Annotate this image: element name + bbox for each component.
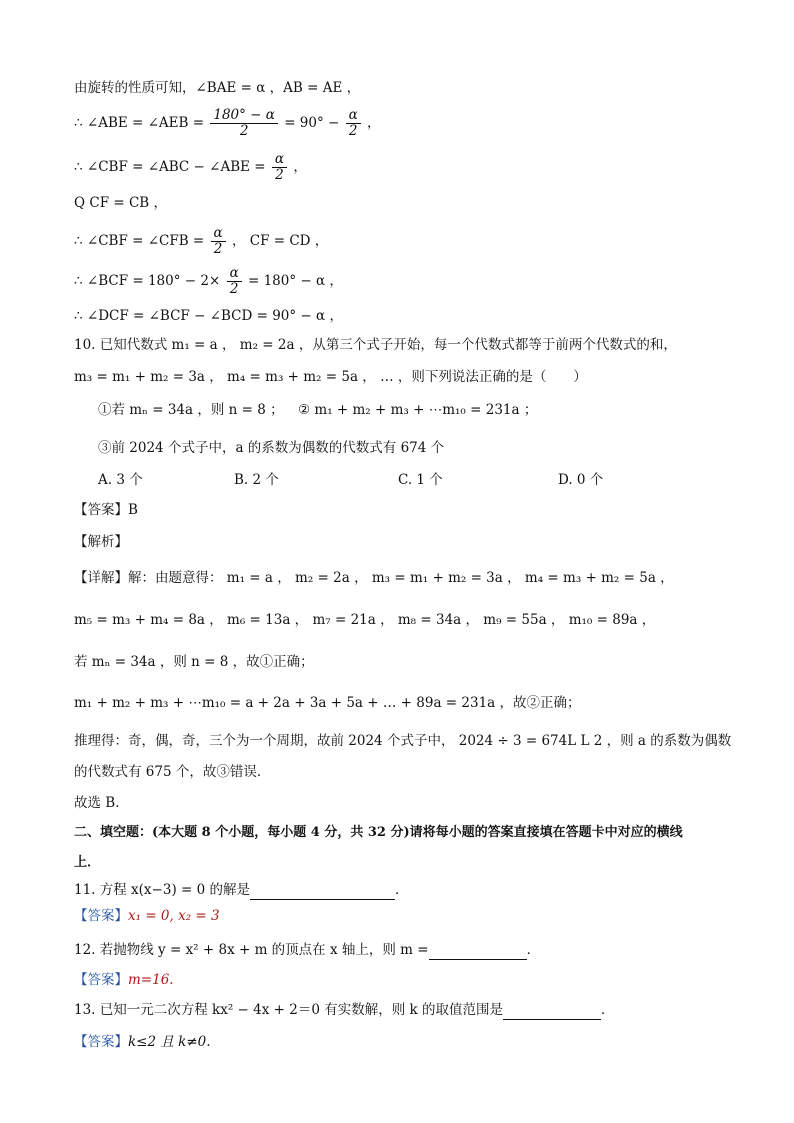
detail-line-4: m₁ + m₂ + m₃ + ⋯m₁₀ = a + 2a + 3a + 5a + … + 89a = 231a ，故②正确；	[74, 695, 581, 711]
detail-line-1: 【详解】解：由题意得： m₁ = a ， m₂ = 2a ， m₃ = m₁ + m₂ = 3a ， m₄ = m₃ + m₂ = 5a ，	[74, 570, 674, 586]
analysis-label: 【解析】	[74, 534, 128, 550]
detail-line-5: 推理得：奇，偶，奇，三个为一个周期，故前 2024 个式子中， 2024 ÷ 3 = 674L L 2 ，则 a 的系数为偶数	[74, 733, 732, 749]
question-11: 11. 方程 x(x−3) = 0 的解是 ．	[74, 882, 409, 898]
answer-11: 【答案】x₁ = 0, x₂ = 3	[74, 908, 220, 924]
question-10-stem-2: m₃ = m₁ + m₂ = 3a ， m₄ = m₃ + m₂ = 5a ， … ，则下列说法正确的是（ ）	[74, 369, 587, 385]
answer-blank	[250, 899, 395, 900]
statement-3: ③前 2024 个式子中，a 的系数为偶数的代数式有 674 个	[98, 440, 445, 456]
question-10-stem: 10. 已知代数式 m₁ = a ， m₂ = 2a ，从第三个式子开始，每一个代数式都等于前两个代数式的和，	[74, 337, 677, 353]
because-symbol: Q	[74, 195, 86, 211]
detail-line-6: 的代数式有 675 个，故③错误．	[74, 764, 271, 780]
section-2-heading-cont: 上．	[74, 855, 101, 870]
conclusion-line: 故选 B．	[74, 795, 129, 811]
statement-2: ② m₁ + m₂ + m₃ + ⋯m₁₀ = 231a ；	[298, 402, 538, 418]
options-row	[98, 470, 754, 490]
proof-line-5: ∴ ∠CBF = ∠CFB = $\frac{\alpha}{2}$ ， CF = CD ，	[74, 225, 329, 257]
proof-line-7: ∴ ∠DCF = ∠BCF − ∠BCD = 90° − α ，	[74, 308, 343, 324]
fraction: $\frac{\alpha}{2}$	[227, 266, 242, 297]
answer-blank	[429, 959, 527, 960]
detail-line-2: m₅ = m₃ + m₄ = 8a ， m₆ = 13a ， m₇ = 21a ， m₈ = 34a ， m₉ = 55a ， m₁₀ = 89a ，	[74, 612, 656, 628]
option-d: D. 0 个	[558, 472, 604, 488]
proof-line-3: ∴ ∠CBF = ∠ABC − ∠ABE = $\frac{\alpha}{2}$ ，	[74, 151, 307, 183]
proof-line-1: 由旋转的性质可知，∠BAE = α ，AB = AE ，	[74, 80, 361, 96]
answer-blank	[503, 1019, 601, 1020]
detail-line-3: 若 mₙ = 34a ，则 n = 8 ，故①正确；	[74, 654, 314, 670]
answer-value: m=16.	[128, 972, 174, 988]
question-12: 12. 若抛物线 y = x² + 8x + m 的顶点在 x 轴上，则 m = ．	[74, 942, 541, 958]
answer-13: 【答案】k≤2 且 k≠0.	[74, 1034, 211, 1050]
answer-12: 【答案】m=16.	[74, 972, 174, 988]
option-c: C. 1 个	[398, 472, 443, 488]
option-a: A. 3 个	[98, 472, 143, 488]
proof-line-4: Q CF = CB ，	[74, 195, 168, 211]
statement-1: ①若 mₙ = 34a ，则 n = 8 ；	[98, 402, 284, 418]
fraction: $\frac{180^\circ - \alpha}{2}$	[210, 108, 278, 139]
proof-line-2: ∴ ∠ABE = ∠AEB = $\frac{180^\circ - \alpha}{2}$ = 90° − $\frac{\alpha}{2}$ ，	[74, 107, 381, 139]
answer-value: x₁ = 0, x₂ = 3	[128, 908, 220, 924]
fraction: $\frac{\alpha}{2}$	[346, 108, 361, 139]
option-b: B. 2 个	[234, 472, 279, 488]
answer-label: 【答案】B	[74, 502, 138, 518]
proof-line-6: ∴ ∠BCF = 180° − 2× $\frac{\alpha}{2}$ = 180° − α ，	[74, 265, 343, 297]
answer-value: k≤2 且 k≠0.	[128, 1034, 211, 1050]
question-13: 13. 已知一元二次方程 kx² − 4x + 2＝0 有实数解，则 k 的取值范围是 ．	[74, 1002, 615, 1018]
fraction: $\frac{\alpha}{2}$	[272, 152, 287, 183]
section-2-heading: 二、填空题：(本大题 8 个小题，每小题 4 分，共 32 分)请将每小题的答案直接填在答题卡中对应的横线	[74, 825, 683, 840]
fraction: $\frac{\alpha}{2}$	[211, 226, 226, 257]
